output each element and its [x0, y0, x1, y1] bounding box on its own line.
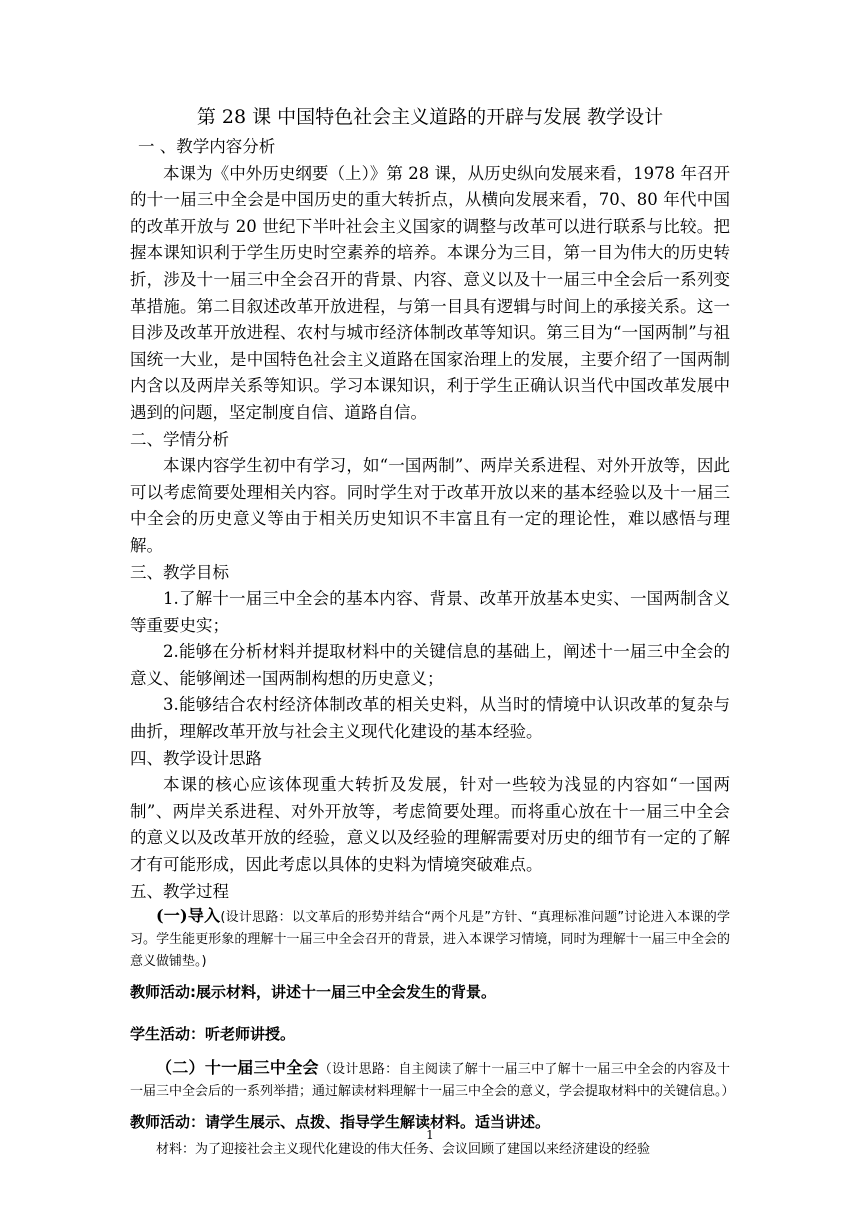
step-introduction [130, 905, 730, 973]
teacher-activity-1: 教师活动:展示材料，讲述十一届三中全会发生的背景。 [130, 983, 497, 1002]
step-introduction-title: (一)导入 [156, 906, 221, 926]
section-heading-objectives: 三、教学目标 [130, 562, 229, 582]
step-plenum [130, 1057, 735, 1103]
document-body [130, 134, 735, 1161]
section-heading-learner-analysis: 二、学情分析 [130, 429, 229, 449]
teacher-activity-2: 教师活动：请学生展示、点拨、指导学生解读材料。适当讲述。 [130, 1113, 551, 1132]
step-plenum-title: （二）十一届三中全会 [156, 1058, 319, 1078]
design-idea-paragraph: 本课的核心应该体现重大转折及发展，针对一些较为浅显的内容如“一国两制”、两岸关系进程、对外开放等，考虑简要处理。而将重心放在十一届三中全会的意义以及改革开放的经验，意义以及经验的理解需要对历史的细节有一定的了解才有可能形成，因此考虑以具体的史料为情境突破难点。 [130, 775, 730, 875]
objective-item-1: 1.了解十一届三中全会的基本内容、背景、改革开放基本史实、一国两制含义等重要史实； [130, 589, 730, 635]
learner-analysis-paragraph: 本课内容学生初中有学习，如“一国两制”、两岸关系进程、对外开放等，因此可以考虑简要处理相关内容。同时学生对于改革开放以来的基本经验以及十一届三中全会的历史意义等由于相关历史知识不丰富且有一定的理论性，难以感悟与理解。 [130, 456, 730, 555]
objective-item-3: 3.能够结合农村经济体制改革的相关史料，从当时的情境中认识改革的复杂与曲折，理解改革开放与社会主义现代化建设的基本经验。 [130, 695, 730, 742]
page-number: 1 [426, 1128, 434, 1142]
content-analysis-paragraph: 本课为《中外历史纲要（上）》第 28 课，从历史纵向发展来看，1978 年召开的十一届三中全会是中国历史的重大转折点，从横向发展来看，70、80 年代中国的改革开放与 20 世纪下半叶社会主义国家的调整与改革可以进行联系与比较。把握本课知识利于学生历史时空素养的培养。本课分为三目，第一目为伟大的历史转折，涉及十一届三中全会召开的背景、内容、意义以及十一届三中全会后一系列变革措施。第二目叙述改革开放进程，与第一目具有逻辑与时间上的承接关系。这一目涉及改革开放进程、农村与城市经济体制改革等知识。第三目为“一国两制”与祖国统一大业，是中国特色社会主义道路在国家治理上的发展，主要介绍了一国两制内含以及两岸关系等知识。学习本课知识，利于学生正确认识当代中国改革发展中遇到的问题，坚定制度自信、道路自信。 [130, 163, 730, 422]
section-heading-teaching-process: 五、教学过程 [130, 881, 229, 901]
step-plenum-note: （设计思路：自主阅读了解十一届三中了解十一届三中全会的内容及十一届三中全会后的一系列举措；通过解读材料理解十一届三中全会的意义，学会提取材料中的关键信息。） [130, 1062, 735, 1100]
section-heading-design-idea: 四、教学设计思路 [130, 748, 262, 768]
document-title: 第 28 课 中国特色社会主义道路的开辟与发展 教学设计 [196, 106, 664, 128]
material-text: 材料：为了迎接社会主义现代化建设的伟大任务、会议回顾了建国以来经济建设的经验 [156, 1142, 651, 1158]
step-introduction-note: (设计思路：以文革后的形势并结合“两个凡是”方针、“真理标准问题”讨论进入本课的学习。学生能更形象的理解十一届三中全会召开的背景，进入本课学习情境，同时为理解十一届三中全会的意义做铺垫。) [130, 910, 730, 970]
section-heading-content-analysis: 一 、教学内容分析 [138, 137, 276, 156]
objective-item-2: 2.能够在分析材料并提取材料中的关键信息的基础上，阐述十一届三中全会的意义、能够阐述一国两制构想的历史意义； [130, 642, 730, 688]
student-activity-1: 学生活动：听老师讲授。 [130, 1025, 296, 1044]
